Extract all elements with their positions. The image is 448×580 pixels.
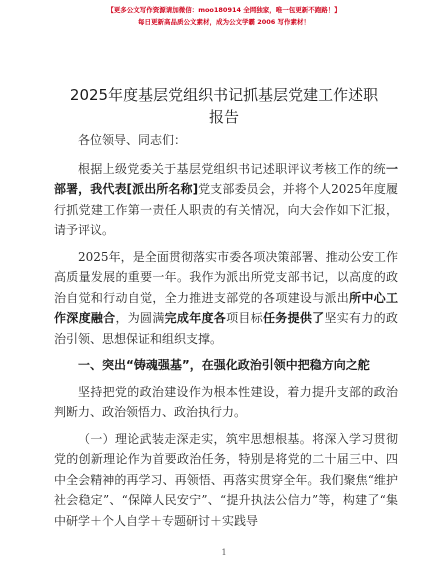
paragraph-overview-bold-3: 任务提供了: [263, 311, 325, 325]
section-heading-1-part-2: 强化政治引领: [213, 358, 286, 372]
paragraph-intro-text-2: 党支部委员会，并将个人2025年度履行抓党建工作第一责任人职责的有关情况，向大会作如下汇报，请予评议。: [54, 182, 398, 237]
promo-banner-line-1: 【更多公文写作资源请加微信：moo180914 全网独家，唯一包更新不跑路！】: [107, 6, 341, 14]
promo-banner: [0, 4, 448, 28]
paragraph-theory-study: （一）理论武装走深走实，筑牢思想根基。将深入学习贯彻党的创新理论作为首要政治任务，特别是将党的二十届三中、四中全会精神的再学习、再领悟、再落实贯穿全年。我们聚焦“维护社会稳定”、“保障人民安宁”、“提升执法公信力”等，构建了“集中研学＋个人自学＋专题研讨＋实践导: [54, 431, 398, 528]
paragraph-overview-bold-1: 所中心工作深度融合: [54, 290, 398, 325]
paragraph-overview-bold-2: 完成年度各: [164, 311, 227, 325]
page-number: 1: [221, 548, 227, 557]
promo-banner-line-2: 每日更新高品质公文素材，成为公文学霸 2006 写作素材！: [137, 18, 311, 26]
paragraph-political-building: 坚持把党的政治建设作为根本性建设，着力提升支部的政治判断力、政治领悟力、政治执行力。: [54, 384, 398, 419]
document-title: [40, 84, 408, 128]
paragraph-overview-text-3: 项目标: [226, 311, 263, 325]
document-title-line-1: 2025年度基层党组织书记抓基层党建工作述职: [69, 86, 379, 104]
document-title-line-2: 报告: [208, 108, 239, 126]
salutation: 各位领导、同志们：: [78, 133, 187, 147]
paragraph-overview-text-2: ，为圆满: [115, 311, 165, 325]
paragraph-overview: [54, 247, 398, 350]
section-heading-1: [54, 355, 398, 376]
document-body: [54, 130, 398, 534]
section-heading-1-part-3: 中把稳方向之舵: [285, 358, 370, 372]
paragraph-intro-text-1: 根据上级党委关于基层党组织书记述职评议考核工作的统: [78, 161, 386, 176]
section-heading-1-part-1: 一、突出“铸魂强基”，在: [78, 358, 214, 372]
paragraph-intro: [54, 159, 398, 241]
paragraph-overview-text-1: 2025年，是全面贯彻落实市委各项决策部署、推动公安工作高质量发展的重要一年。我作为派出所党支部书记，以高度的政治自觉和行动自觉，全力推进支部党的各项建设与派出: [54, 249, 398, 305]
paragraph-overview-text-4: 坚实有力的政治引领、思想保证和组织支撑。: [54, 311, 398, 346]
paragraph-intro-bold-1: 一部署，我代表[派出所名称]: [54, 161, 398, 196]
